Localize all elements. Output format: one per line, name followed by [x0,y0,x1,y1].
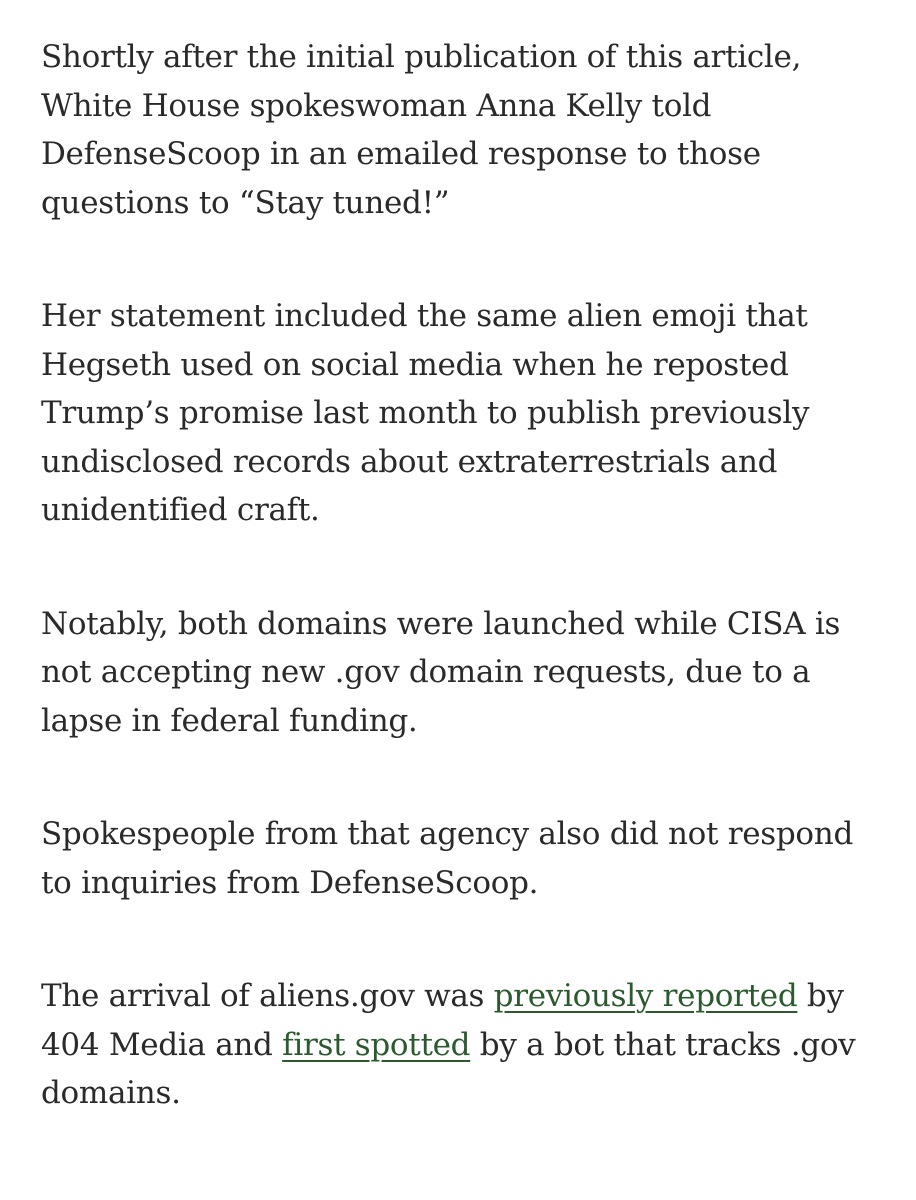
first-spotted-link[interactable]: first spotted [282,1026,471,1063]
paragraph-cisa-domains: Notably, both domains were launched while CISA is not accepting new .gov domain requests, due to a lapse in federal funding. [41,605,841,739]
paragraph-text-segment: by a bot that tracks .gov domains. [41,1026,856,1111]
paragraph-stay-tuned: Shortly after the initial publication of this article, White House spokeswoman Anna Kelly told DefenseScoop in an emailed response to those questions to “Stay tuned!” [41,39,802,221]
article-body [41,33,871,1118]
paragraph-agency-no-response: Spokespeople from that agency also did not respond to inquiries from DefenseScoop. [41,816,853,901]
paragraph-alien-emoji: Her statement included the same alien emoji that Hegseth used on social media when he reposted Trump’s promise last month to publish previously undisclosed records about extraterrestrials and unidentified craft. [41,298,810,528]
paragraph-aliens-gov-arrival [41,972,871,1118]
previously-reported-link[interactable]: previously reported [493,978,798,1014]
paragraph-text-segment: The arrival of aliens.gov was [41,978,494,1014]
paragraph-text-segment: by 404 Media and [41,978,844,1063]
